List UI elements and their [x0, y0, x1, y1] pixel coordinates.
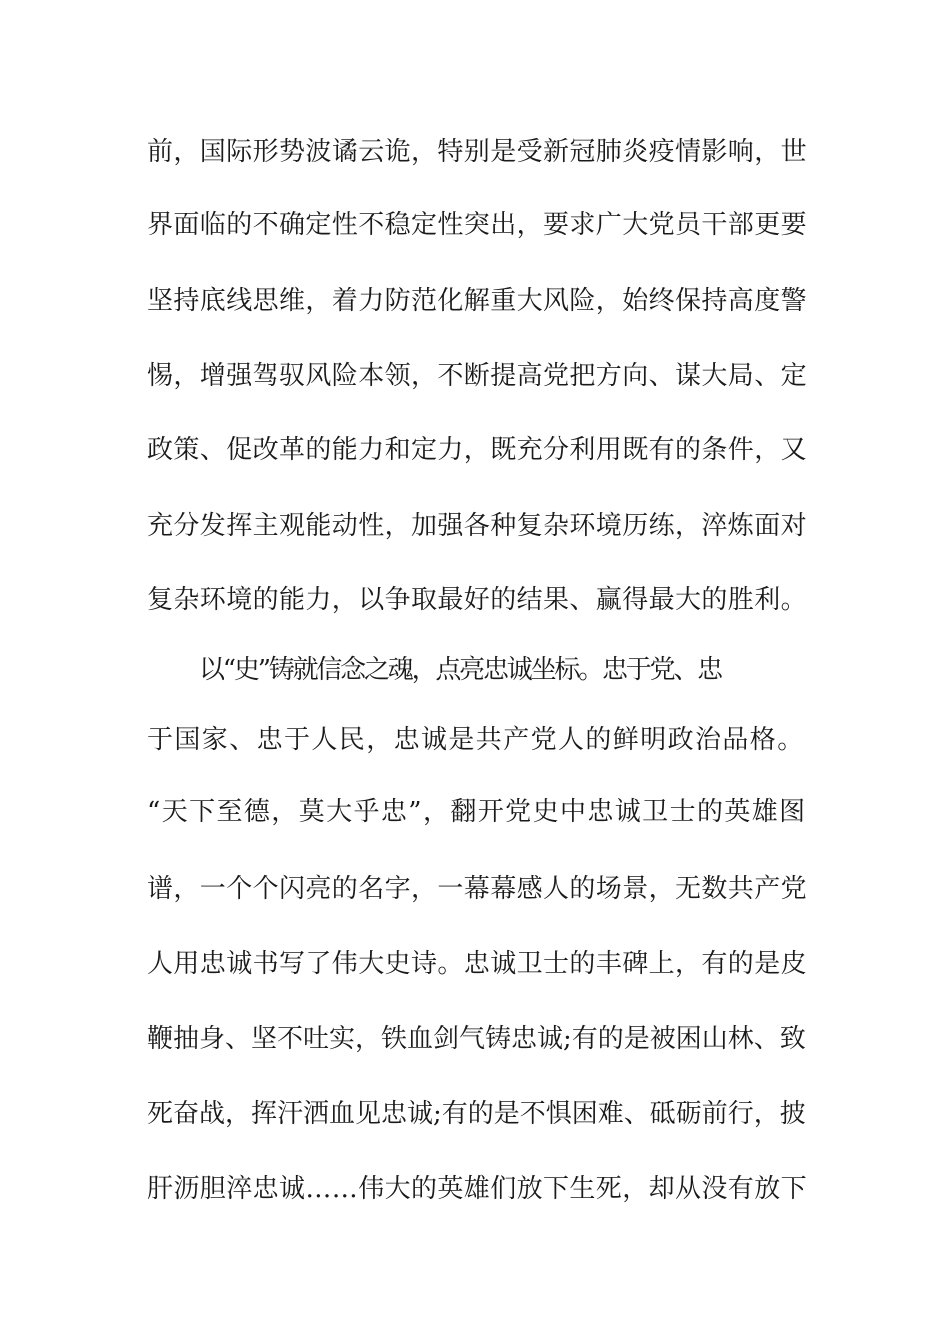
text-line: 复杂环境的能力，以争取最好的结果、赢得最大的胜利。	[147, 585, 808, 615]
text-line: “天下至德，莫大乎忠”，翻开党史中忠诚卫士的英雄图	[147, 797, 807, 827]
text-line: 前，国际形势波谲云诡，特别是受新冠肺炎疫情影响，世	[147, 137, 808, 167]
text-line: 充分发挥主观能动性，加强各种复杂环境历练，淬炼面对	[147, 511, 808, 541]
text-line: 死奋战，挥汗洒血见忠诚;有的是不惧困难、砥砺前行，披	[147, 1099, 806, 1129]
text-line: 政策、促改革的能力和定力，既充分利用既有的条件，又	[147, 435, 808, 465]
text-line: 坚持底线思维，着力防范化解重大风险，始终保持高度警	[147, 286, 808, 316]
text-line: 肝沥胆淬忠诚……伟大的英雄们放下生死，却从没有放下	[147, 1174, 808, 1204]
text-line: 惕，增强驾驭风险本领，不断提高党把方向、谋大局、定	[147, 361, 808, 391]
text-line: 人用忠诚书写了伟大史诗。忠诚卫士的丰碑上，有的是皮	[147, 949, 808, 979]
text-line: 鞭抽身、坚不吐实，铁血剑气铸忠诚;有的是被困山林、致	[147, 1024, 806, 1054]
paragraph-first-line: 以“史”铸就信念之魂，点亮忠诚坐标。忠于党、忠	[199, 655, 721, 685]
text-line: 界面临的不确定性不稳定性突出，要求广大党员干部更要	[147, 210, 808, 240]
text-line: 谱，一个个闪亮的名字，一幕幕感人的场景，无数共产党	[147, 874, 808, 904]
text-line: 于国家、忠于人民，忠诚是共产党人的鲜明政治品格。	[147, 725, 805, 755]
